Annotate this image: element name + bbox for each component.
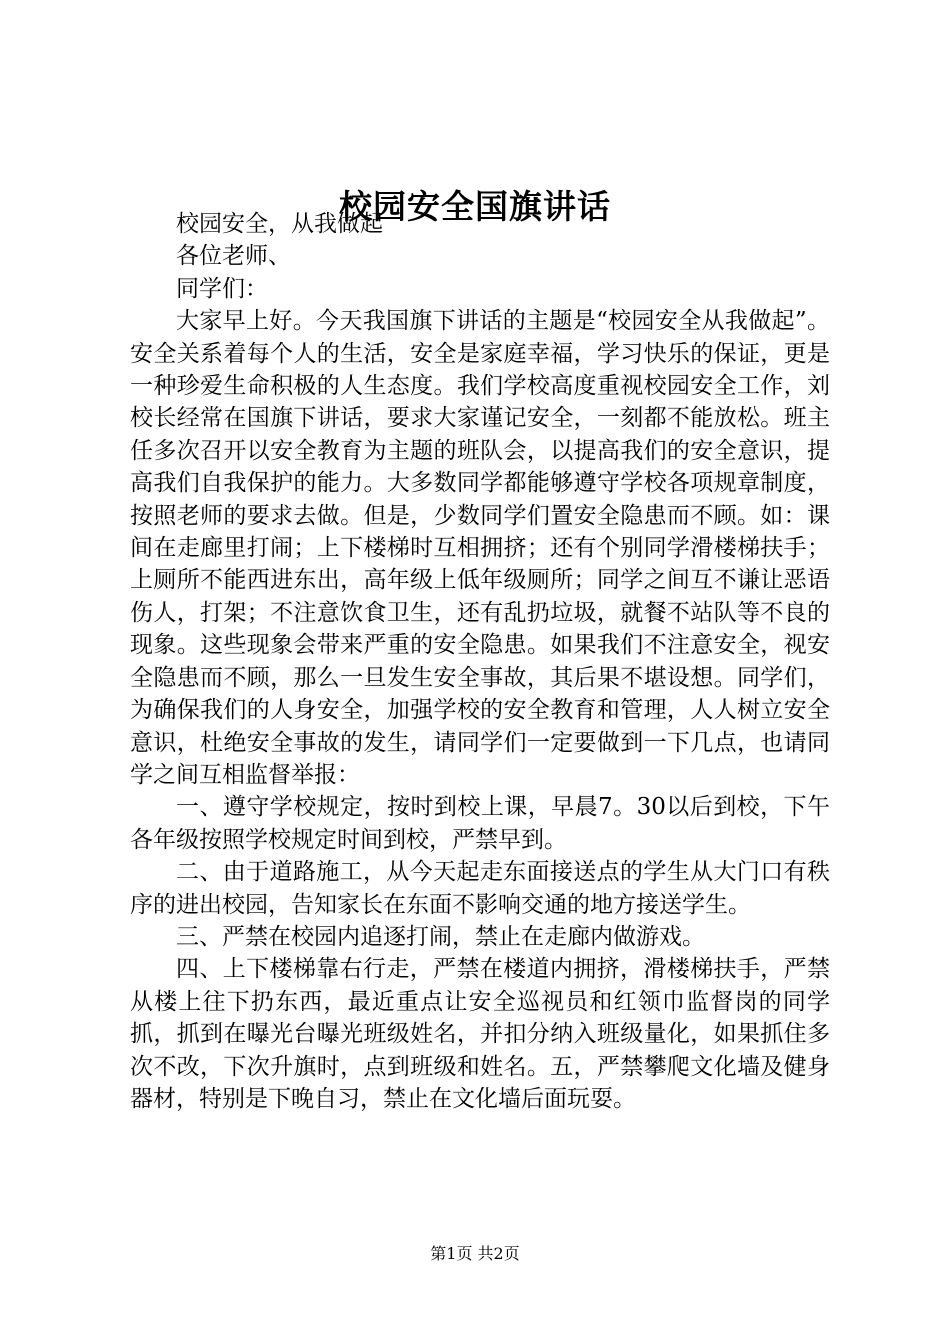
- paragraph-intro: 大家早上好。今天我国旗下讲话的主题是“校园安全从我做起”。安全关系着每个人的生活，安全是家庭幸福，学习快乐的保证，更是一种珍爱生命积极的人生态度。我们学校高度重视校园安全工作，刘校长经常在国旗下讲话，要求大家谨记安全，一刻都不能放松。班主任多次召开以安全教育为主题的班队会，以提高我们的安全意识，提高我们自我保护的能力。大多数同学都能够遵守学校各项规章制度，按照老师的要求去做。但是，少数同学们置安全隐患而不顾。如：课间在走廊里打闹；上下楼梯时互相拥挤；还有个别同学滑楼梯扶手；上厕所不能西进东出，高年级上低年级厕所；同学之间互不谦让恶语伤人，打架；不注意饮食卫生，还有乱扔垃圾，就餐不站队等不良的现象。这些现象会带来严重的安全隐患。如果我们不注意安全，视安全隐患而不顾，那么一旦发生安全事故，其后果不堪设想。同学们，为确保我们的人身安全，加强学校的安全教育和管理，人人树立安全意识，杜绝安全事故的发生，请同学们一定要做到一下几点，也请同学之间互相监督举报：: [130, 308, 830, 788]
- paragraph-rule-3: 三、严禁在校园内追逐打闹，禁止在走廊内做游戏。: [176, 923, 705, 950]
- page-number-footer: 第1页 共2页: [430, 1244, 520, 1263]
- document-body: [130, 208, 830, 1115]
- document-title: 校园安全国旗讲话: [339, 187, 611, 226]
- paragraph-salutation-students: 同学们：: [176, 275, 268, 302]
- paragraph-rule-1: 一、遵守学校规定，按时到校上课，早晨7。30以后到校，下午各年级按照学校规定时间到校，严禁早到。: [130, 794, 830, 853]
- paragraph-subtitle: 校园安全，从我做起: [176, 211, 383, 237]
- paragraph-salutation-teachers: 各位老师、: [176, 243, 291, 270]
- paragraph-rule-4: 四、上下楼梯靠右行走，严禁在楼道内拥挤，滑楼梯扶手，严禁从楼上往下扔东西，最近重点让安全巡视员和红领巾监督岗的同学抓，抓到在曝光台曝光班级姓名，并扣分纳入班级量化，如果抓住多次不改，下次升旗时，点到班级和姓名。五，严禁攀爬文化墙及健身器材，特别是下晚自习，禁止在文化墙后面玩耍。: [130, 956, 830, 1112]
- paragraph-rule-2: 二、由于道路施工，从今天起走东面接送点的学生从大门口有秩序的进出校园，告知家长在东面不影响交通的地方接送学生。: [130, 859, 830, 918]
